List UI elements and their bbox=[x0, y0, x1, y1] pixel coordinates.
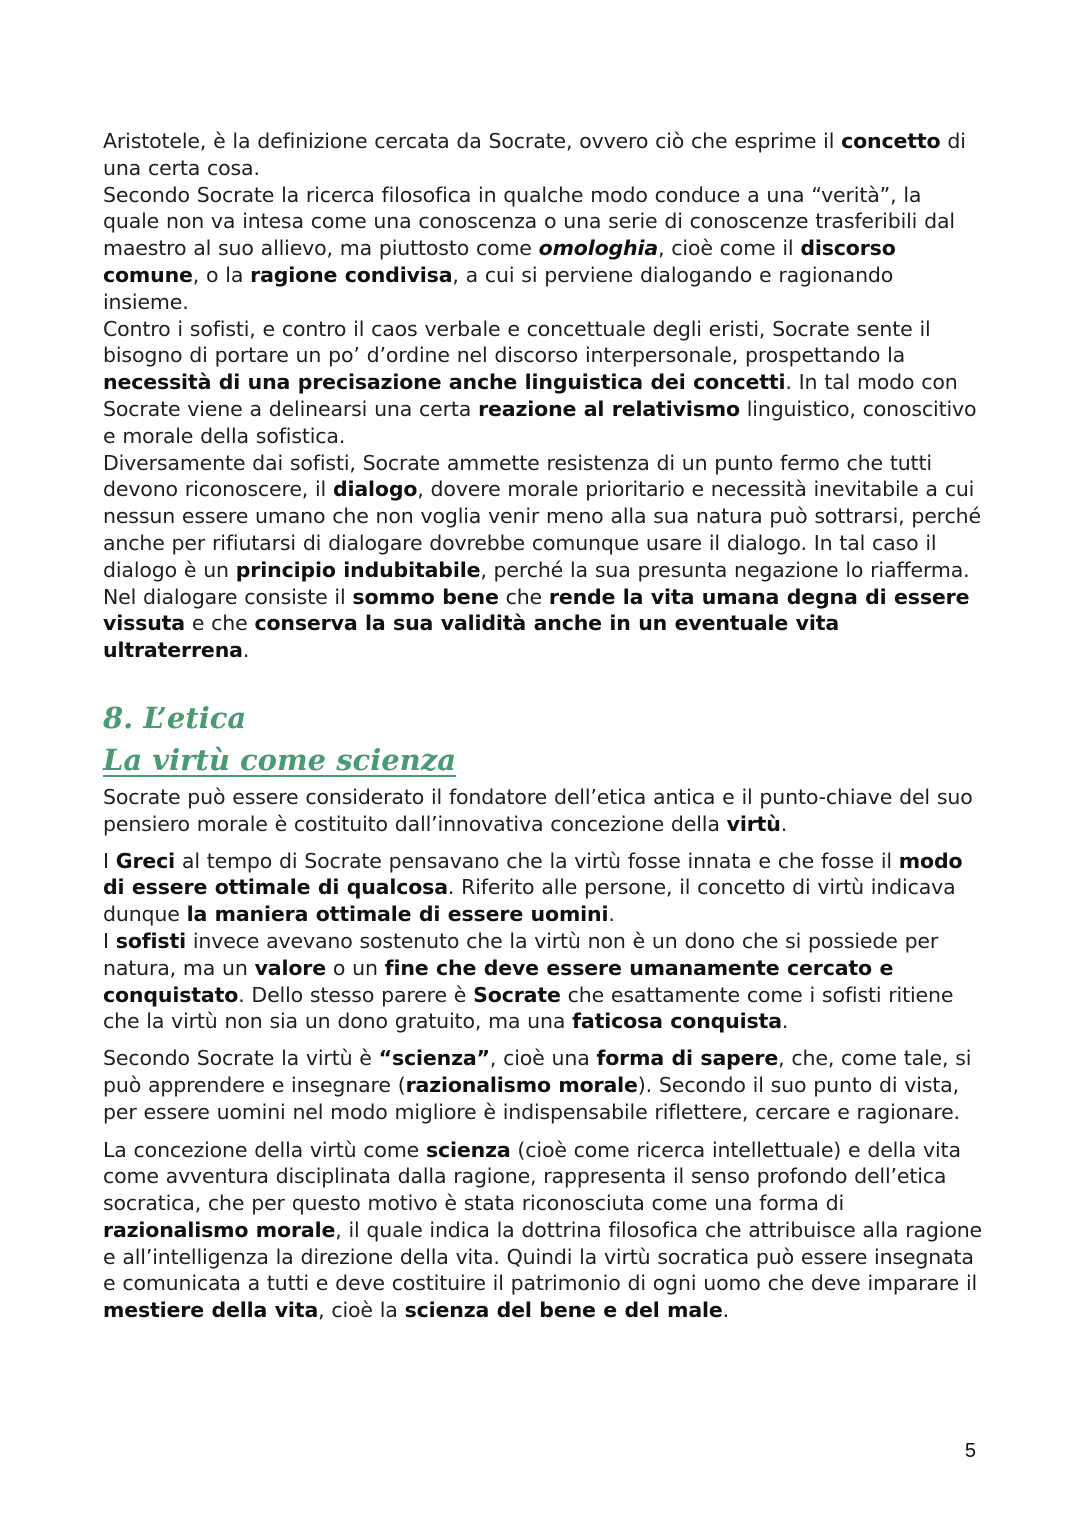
paragraph-razionalismo: La concezione della virtù come scienza (cioè come ricerca intellettuale) e della vita come avventura disciplinata dalla ragione, rappresenta il senso profondo dell’etica socratica, che per questo motivo è stata riconosciuta come una forma di razionalismo morale, il quale indica la dottrina filosofica che attribuisce alla ragione e all’intelligenza la direzione della vita. Quindi la virtù socratica può essere insegnata e comunicata a tutti e deve costituire il patrimonio di ogni uomo che deve imparare il mestiere della vita, cioè la scienza del bene e del male. bbox=[103, 1137, 983, 1323]
paragraph-concetto: Aristotele, è la definizione cercata da Socrate, ovvero ciò che esprime il concetto di una certa cosa. bbox=[103, 129, 966, 180]
paragraph-sofisti-eristi: Contro i sofisti, e contro il caos verbale e concettuale degli eristi, Socrate sente il bisogno di portare un po’ d’ordine nel discorso interpersonale, prospettando la necessità di una precisazione anche linguistica dei concetti. In tal modo con Socrate viene a delinearsi una certa reazione al relativismo linguistico, conoscitivo e morale della sofistica. bbox=[103, 316, 977, 448]
paragraph-sofisti-virtu: I sofisti invece avevano sostenuto che la virtù non è un dono che si possiede per natura, ma un valore o un fine che deve essere umanamente cercato e conquistato. Dello stesso parere è Socrate che esattamente come i sofisti ritiene che la virtù non sia un dono gratuito, ma una faticosa conquista. bbox=[103, 928, 954, 1034]
paragraph-greci: I Greci al tempo di Socrate pensavano che la virtù fosse innata e che fosse il modo di essere ottimale di qualcosa. Riferito alle persone, il concetto di virtù indicava dunque la maniera ottimale di essere uomini. bbox=[103, 848, 963, 927]
page-body bbox=[103, 128, 983, 1324]
paragraph-fondatore-etica: Socrate può essere considerato il fondatore dell’etica antica e il punto-chiave del suo pensiero morale è costituito dall’innovativa concezione della virtù. bbox=[103, 784, 973, 836]
paragraph-dialogo: Diversamente dai sofisti, Socrate ammette resistenza di un punto fermo che tutti devono riconoscere, il dialogo, dovere morale prioritario e necessità inevitabile a cui nessun essere umano che non voglia venir meno alla sua natura può sottrarsi, perché anche per rifiutarsi di dialogare dovrebbe comunque usare il dialogo. In tal caso il dialogo è un principio indubitabile, perché la sua presunta negazione lo riafferma. Nel dialogare consiste il sommo bene che rende la vita umana degna di essere vissuta e che conserva la sua validità anche in un eventuale vita ultraterrena. bbox=[103, 450, 981, 663]
paragraph-scienza: Secondo Socrate la virtù è “scienza”, cioè una forma di sapere, che, come tale, si può apprendere e insegnare (razionalismo morale). Secondo il suo punto di vista, per essere uomini nel modo migliore è indispensabile riflettere, cercare e ragionare. bbox=[103, 1046, 972, 1124]
subsection-heading: La virtù come scienza bbox=[103, 742, 457, 777]
paragraph-verita: Secondo Socrate la ricerca filosofica in qualche modo conduce a una “verità”, la quale non va intesa come una conoscenza o una serie di conoscenze trasferibili dal maestro al suo allievo, ma piuttosto come omologhia, cioè come il discorso comune, o la ragione condivisa, a cui si perviene dialogando e ragionando insieme. bbox=[103, 182, 955, 314]
page-number: 5 bbox=[964, 1440, 976, 1462]
section-heading: 8. L’etica bbox=[103, 700, 247, 735]
